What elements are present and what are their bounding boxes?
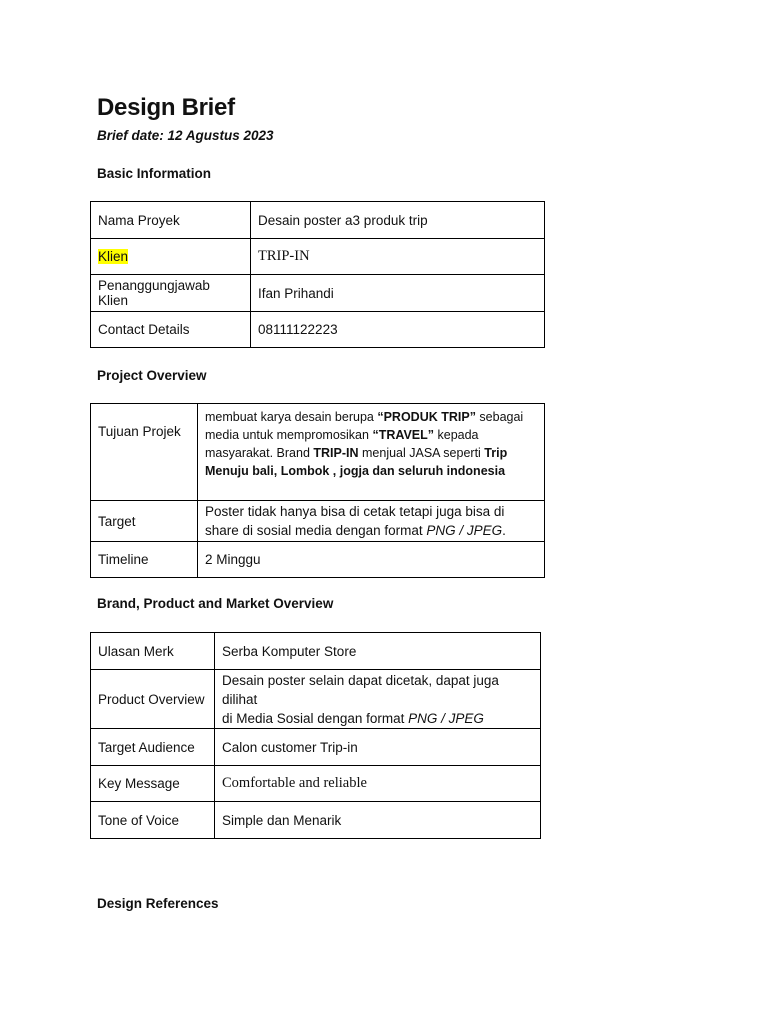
table-cell-value xyxy=(198,404,545,501)
text-run-italic: PNG / JPEG xyxy=(426,523,503,538)
table-cell-label: Tone of Voice xyxy=(91,802,215,839)
text-run: membuat karya desain berupa xyxy=(205,410,378,424)
section-heading-brand-overview: Brand, Product and Market Overview xyxy=(97,596,334,611)
table-cell-label: Nama Proyek xyxy=(91,202,251,239)
table-cell-label: Tujuan Projek xyxy=(91,404,198,501)
table-row xyxy=(91,202,545,239)
text-run: menjual JASA seperti xyxy=(358,446,485,460)
text-run-bold: “TRAVEL” xyxy=(372,428,435,442)
section-heading-project-overview: Project Overview xyxy=(97,368,207,383)
text-run-bold: TRIP-IN xyxy=(313,446,359,460)
table-cell-label: Key Message xyxy=(91,766,215,802)
table-cell-value: Calon customer Trip-in xyxy=(215,729,541,766)
table-row xyxy=(91,542,545,578)
table-cell-value xyxy=(215,670,541,729)
text-run-italic: PNG / JPEG xyxy=(408,710,484,726)
table-row xyxy=(91,729,541,766)
table-row xyxy=(91,802,541,839)
table-cell-label: Penanggungjawab Klien xyxy=(91,275,251,312)
table-row xyxy=(91,501,545,542)
text-run: di Media Sosial dengan format xyxy=(222,710,409,726)
table-cell-value: Comfortable and reliable xyxy=(215,766,541,802)
project-overview-table xyxy=(90,403,545,578)
table-row xyxy=(91,275,545,312)
table-row xyxy=(91,670,541,729)
table-cell-value: 08111122223 xyxy=(251,312,545,348)
text-run: kepada masyarakat. Brand xyxy=(205,428,479,460)
table-row xyxy=(91,239,545,275)
table-cell-label: Timeline xyxy=(91,542,198,578)
table-cell-label: Target xyxy=(91,501,198,542)
text-run-bold: Trip Menuju bali, Lombok , jogja dan seluruh indonesia xyxy=(205,446,508,478)
document-title: Design Brief xyxy=(97,94,235,121)
table-cell-label: Ulasan Merk xyxy=(91,633,215,670)
table-cell-value xyxy=(198,501,545,542)
basic-information-table xyxy=(90,201,545,348)
table-cell-label: Product Overview xyxy=(91,670,215,729)
table-cell-value: Desain poster a3 produk trip xyxy=(251,202,545,239)
text-run-bold: “PRODUK TRIP” xyxy=(377,410,476,424)
table-row xyxy=(91,404,545,501)
table-cell-label: Contact Details xyxy=(91,312,251,348)
brand-overview-table xyxy=(90,632,541,839)
table-cell-value: Serba Komputer Store xyxy=(215,633,541,670)
table-row xyxy=(91,633,541,670)
table-cell-label xyxy=(91,239,251,275)
section-heading-basic-information: Basic Information xyxy=(97,166,212,181)
section-heading-design-references: Design References xyxy=(97,896,219,911)
text-run: sebagai media untuk mempromosikan xyxy=(205,410,524,442)
brief-date: Brief date: 12 Agustus 2023 xyxy=(97,128,274,143)
text-run: Desain poster selain dapat dicetak, dapat juga dilihat xyxy=(222,672,499,707)
text-run: . xyxy=(502,523,506,538)
table-cell-value: Simple dan Menarik xyxy=(215,802,541,839)
table-cell-value: 2 Minggu xyxy=(198,542,545,578)
table-cell-label: Target Audience xyxy=(91,729,215,766)
table-row xyxy=(91,766,541,802)
text-run: Poster tidak hanya bisa di cetak tetapi juga bisa di share di sosial media dengan format xyxy=(205,504,505,538)
table-cell-value: Ifan Prihandi xyxy=(251,275,545,312)
table-row xyxy=(91,312,545,348)
table-cell-value: TRIP-IN xyxy=(251,239,545,275)
highlighted-label: Klien xyxy=(98,249,129,264)
